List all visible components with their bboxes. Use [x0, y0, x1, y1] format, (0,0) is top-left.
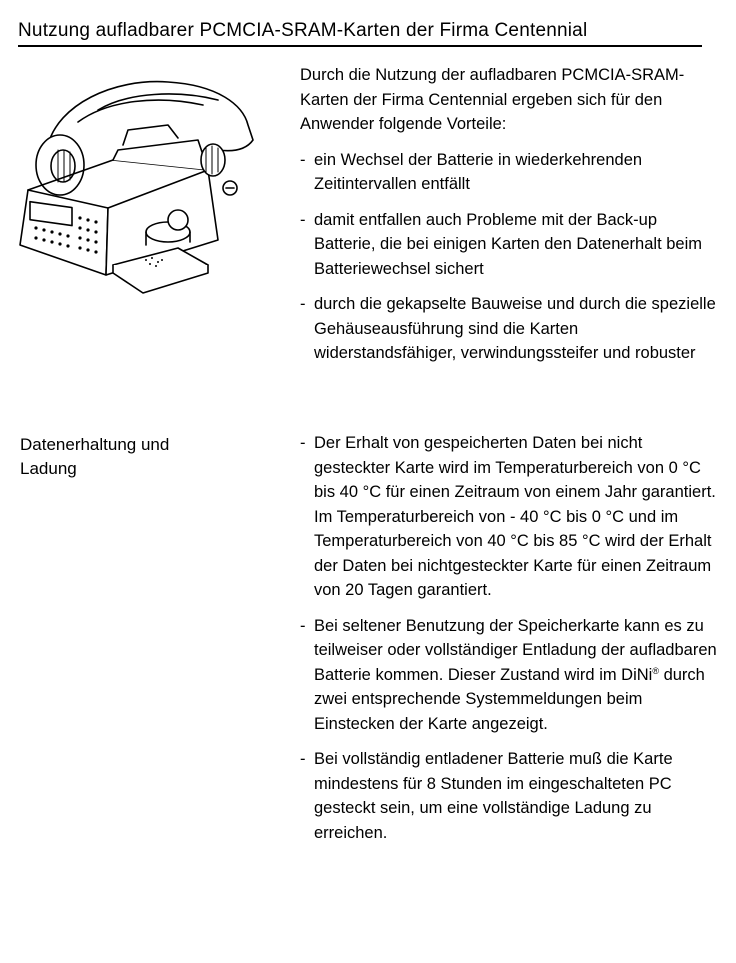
list-item-text — [314, 614, 720, 737]
list-item-text: damit entfallen auch Probleme mit der Back-up Batterie, die bei einigen Karten den Datenerhalt beim Batteriewechsel sichert — [314, 210, 702, 278]
bullet-dash: - — [300, 434, 306, 452]
list-item — [300, 747, 720, 845]
bullet-dash: - — [300, 150, 306, 169]
text-run: durch zwei entsprechende Systemmeldungen beim Einstecken der Karte angezeigt. — [314, 665, 705, 733]
section-label-line1: Datenerhaltung und — [20, 435, 170, 454]
list-item — [300, 292, 720, 366]
list-item — [300, 431, 720, 603]
bullet-dash: - — [300, 210, 306, 229]
page-title: Nutzung aufladbarer PCMCIA-SRAM-Karten der Firma Centennial — [18, 18, 702, 47]
bullet-dash: - — [300, 616, 306, 635]
instrument-illustration — [18, 70, 290, 300]
list-item-text: ein Wechsel der Batterie in wiederkehrenden Zeitintervallen entfällt — [314, 150, 643, 193]
text-run: Bei seltener Benutzung der Speicherkarte kann es zu teilweiser oder vollständiger Entladung der aufladbaren Batterie kommen. Dieser Zustand wird im DiNi — [314, 616, 717, 684]
bullet-dash: - — [300, 750, 306, 768]
list-item-text: Bei vollständig entladener Batterie muß die Karte mindestens für 8 Stunden im eingeschalteten PC gesteckt sein, um eine vollständige Ladung zu erreichen. — [314, 750, 673, 842]
list-item-text: Im Temperaturbereich von - 40 °C bis 0 °C und im Temperaturbereich von 40 °C bis 85 °C wird der Erhalt der Daten bei nichtgesteckter Karte für einen Zeitraum von 20 Tagen garantiert. — [314, 507, 712, 599]
intro-paragraph: Durch die Nutzung der aufladbaren PCMCIA-SRAM-Karten der Firma Centennial ergeben sich für den Anwender folgende Vorteile: — [300, 66, 685, 133]
section-label-line2: Ladung — [20, 459, 77, 478]
registered-mark: ® — [652, 665, 659, 676]
list-item — [300, 148, 720, 197]
list-item-text: durch die gekapselte Bauweise und durch die spezielle Gehäuseausführung sind die Karten widerstandsfähiger, verwindungssteifer und robuster — [314, 295, 716, 362]
bullet-dash: - — [300, 295, 306, 313]
data-retention-section — [300, 431, 720, 845]
list-item — [300, 614, 720, 737]
list-item-text: Der Erhalt von gespeicherten Daten bei nicht gesteckter Karte wird im Temperaturbereich von 0 °C bis 40 °C für einen Zeitraum von einem Jahr garantiert. — [314, 434, 716, 501]
section-label — [20, 433, 270, 481]
list-item — [300, 208, 720, 282]
intro-section — [300, 63, 720, 366]
